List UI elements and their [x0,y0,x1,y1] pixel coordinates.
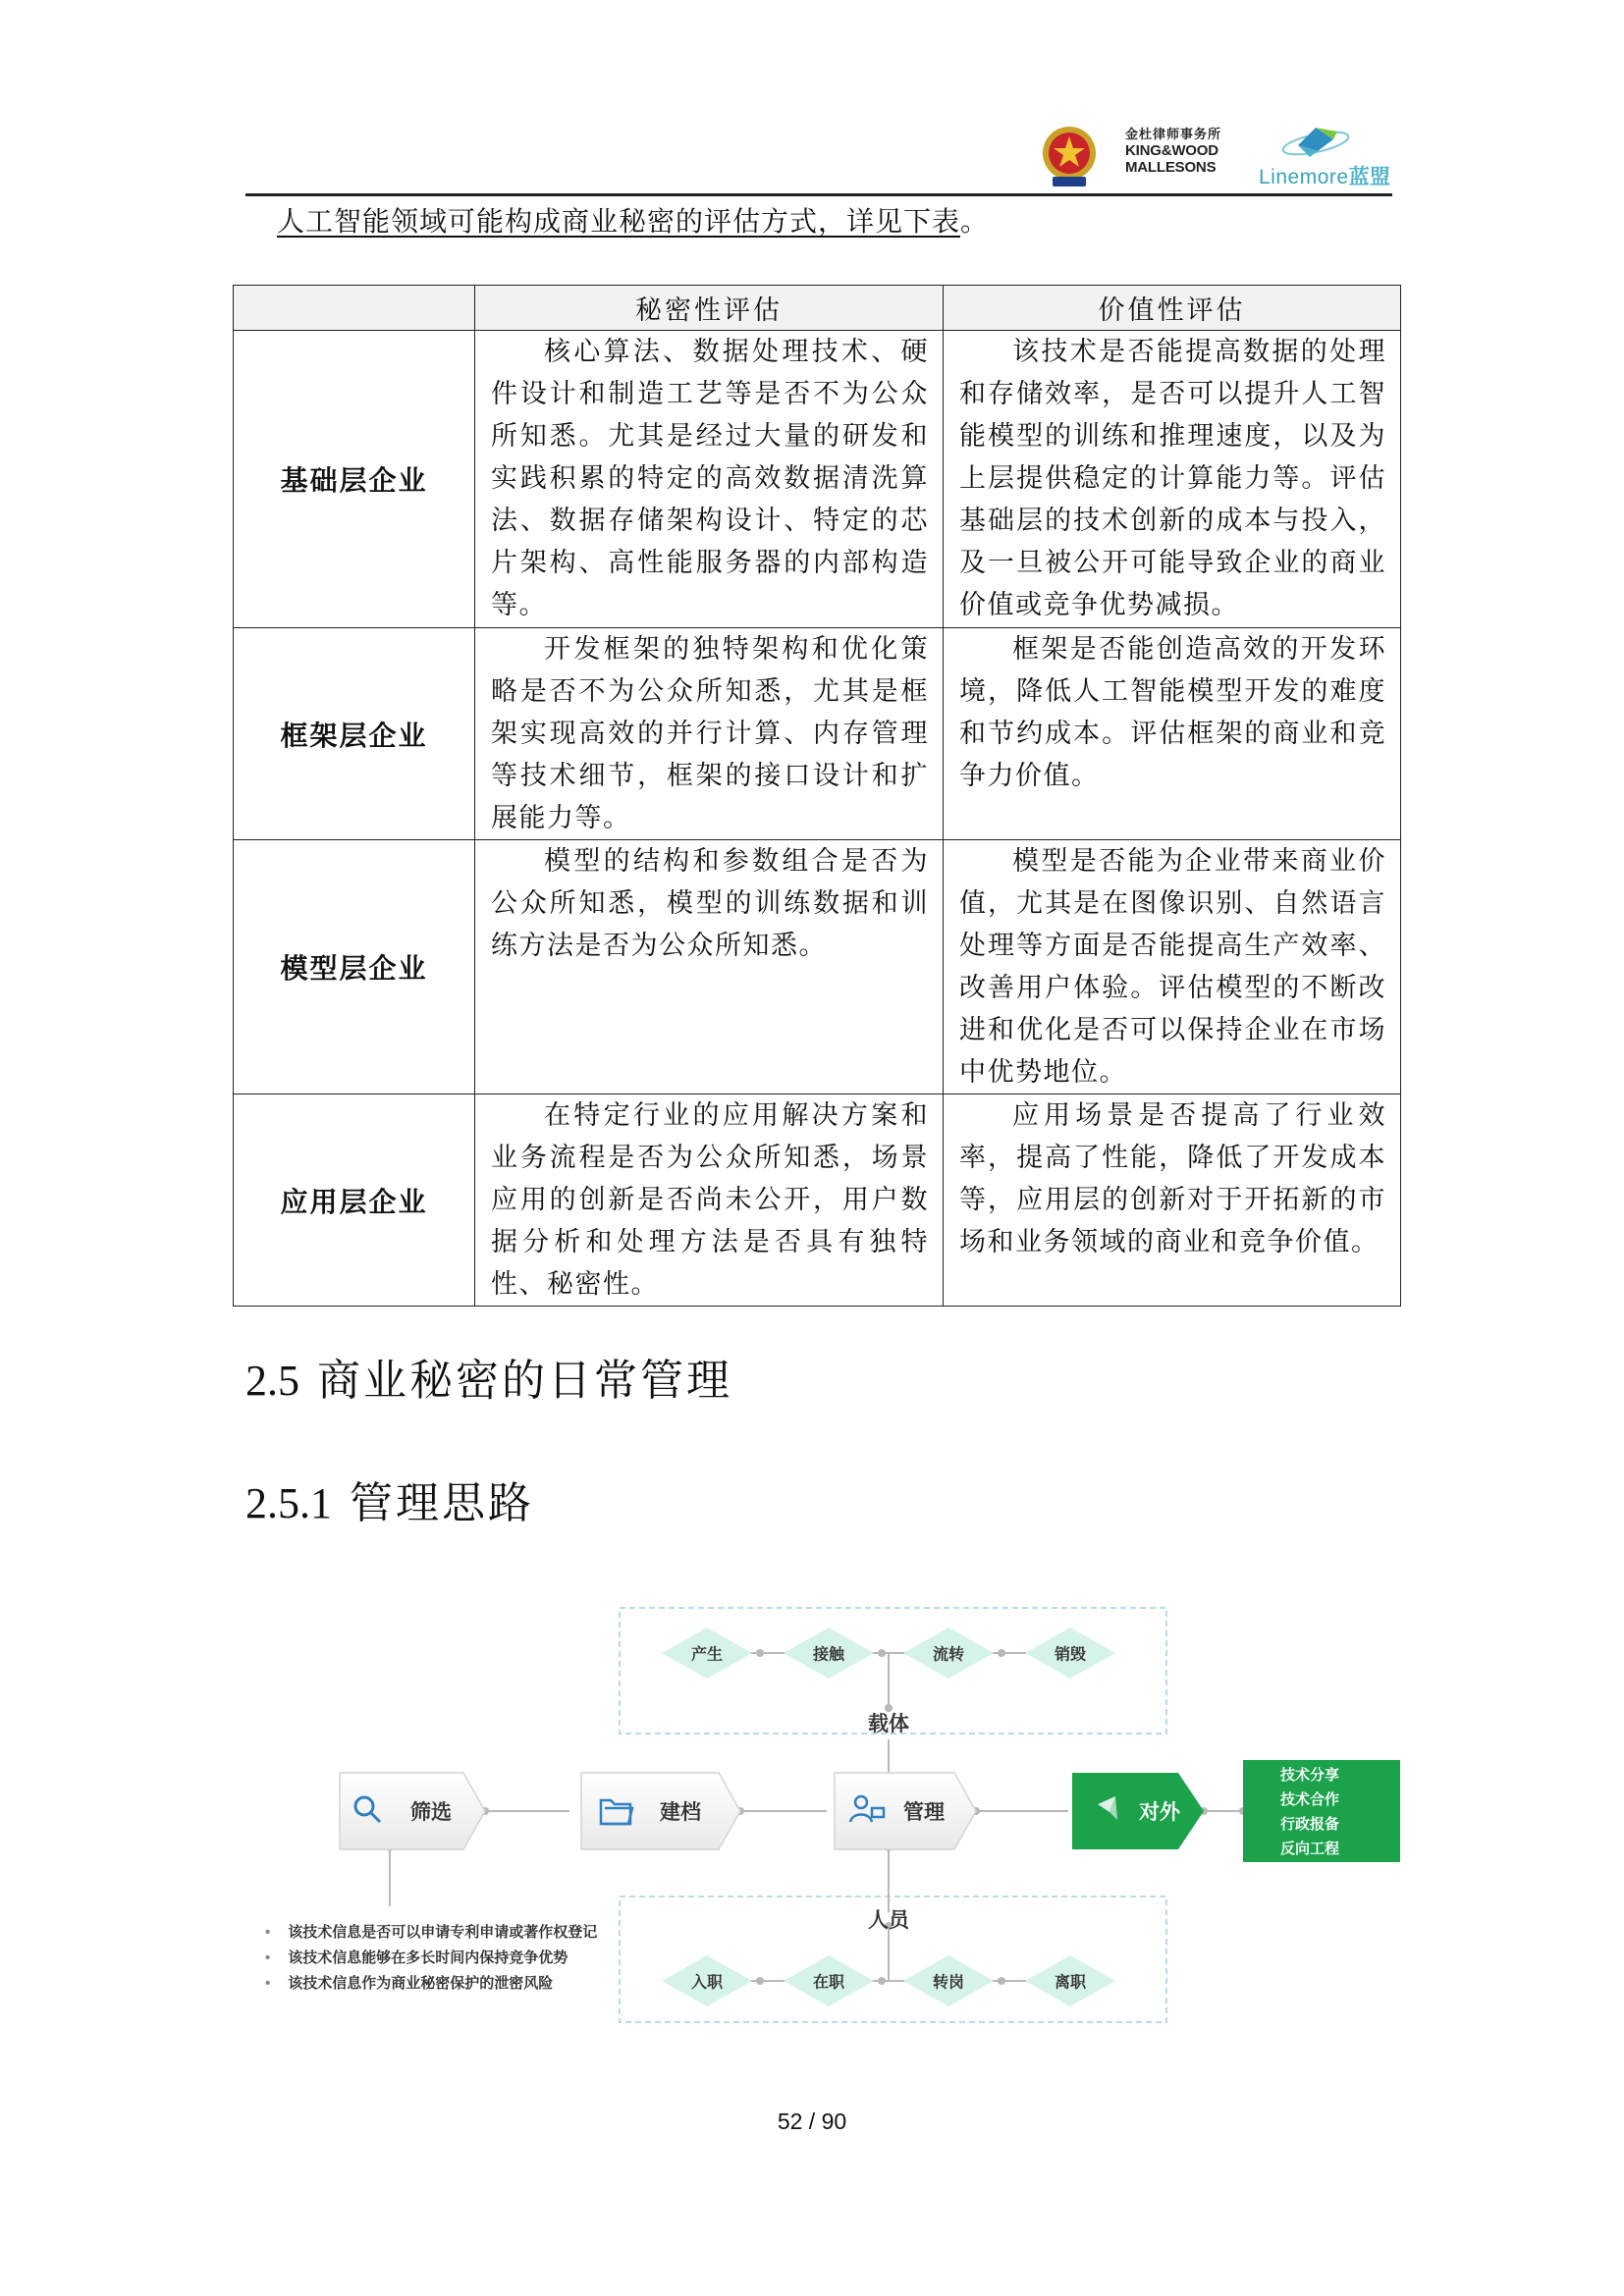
table-row [234,1095,1401,1307]
screening-criteria [265,1920,597,1997]
table-row [234,331,1401,628]
list-item: 行政报备 [1280,1816,1340,1833]
management-diagram [245,1590,1404,2032]
secrecy-cell: 开发框架的独特架构和优化策略是否不为公众所知悉，尤其是框架实现高效的并行计算、内存管理等技术细节，框架的接口设计和扩展能力等。 [475,628,944,840]
value-cell: 该技术是否能提高数据的处理和存储效率，是否可以提升人工智能模型的训练和推理速度，以及为上层提供稳定的计算能力等。评估基础层的技术创新的成本与投入，及一旦被公开可能导致企业的商业价值或竞争优势减损。 [944,331,1401,628]
personnel-step: 转岗 [932,1974,965,1992]
criteria-text: 该技术信息作为商业秘密保护的泄密风险 [288,1975,554,1992]
section-number: 2.5 [245,1357,299,1405]
table-header-row [234,286,1401,331]
value-cell: 应用场景是否提高了行业效率，提高了性能，降低了开发成本等，应用层的创新对于开拓新的市场和业务领域的商业和竞争价值。 [944,1095,1401,1307]
table-row [234,840,1401,1095]
secrecy-cell: 核心算法、数据处理技术、硬件设计和制造工艺等是否不为公众所知悉。尤其是经过大量的研发和实践积累的特定的高效数据清洗算法、数据存储架构设计、特定的芯片架构、高性能服务器的内部构造等。 [475,331,944,628]
row-label: 基础层企业 [234,331,475,628]
bullet-icon: • [265,1975,271,1992]
evaluation-table [233,285,1401,1307]
intro-text: 人工智能领域可能构成商业秘密的评估方式，详见下表 [277,205,961,238]
linemore-mark-icon [1259,118,1396,167]
bullet-icon: • [265,1949,271,1966]
management-label: 管理 [903,1801,945,1824]
page-number: 52 / 90 [777,2109,847,2134]
table-header-empty [234,286,475,331]
carrier-step: 产生 [690,1646,724,1664]
row-label: 框架层企业 [234,628,475,840]
table-header-secrecy: 秘密性评估 [475,286,944,331]
row-label: 应用层企业 [234,1095,475,1307]
linemore-cn: 蓝盟 [1348,166,1391,188]
carrier-label: 载体 [868,1713,909,1735]
list-item: 技术合作 [1280,1791,1340,1808]
personnel-step: 入职 [690,1974,724,1992]
external-items-list [1243,1760,1400,1862]
list-item: 反向工程 [1280,1841,1340,1857]
header-logos [1031,116,1404,194]
external-label: 对外 [1139,1801,1180,1824]
criteria-text: 该技术信息能够在多长时间内保持竞争优势 [288,1949,568,1966]
row-label: 模型层企业 [234,840,475,1095]
kwm-en-1: KING&WOOD [1125,142,1218,159]
secrecy-cell: 在特定行业的应用解决方案和业务流程是否为公众所知悉，场景应用的创新是否尚未公开，用户数据分析和处理方法是否具有独特性、秘密性。 [475,1095,944,1307]
linemore-en: Linemore [1259,166,1349,188]
criteria-text: 该技术信息是否可以申请专利申请或著作权登记 [288,1924,598,1941]
bullet-icon: • [265,1924,271,1941]
secrecy-cell: 模型的结构和参数组合是否为公众所知悉，模型的训练数据和训练方法是否为公众所知悉。 [475,840,944,1095]
personnel-step: 在职 [812,1974,845,1992]
archiving-label: 建档 [660,1801,701,1824]
subsection-title: 管理思路 [350,1478,534,1528]
carrier-step: 销毁 [1054,1646,1087,1664]
subsection-number: 2.5.1 [245,1479,332,1527]
personnel-label: 人员 [868,1909,909,1932]
value-cell: 模型是否能为企业带来商业价值，尤其是在图像识别、自然语言处理等方面是否能提高生产效率、改善用户体验。评估模型的不断改进和优化是否可以保持企业在市场中优势地位。 [944,840,1401,1095]
list-item [265,1920,597,1946]
list-item: 技术分享 [1280,1767,1340,1784]
subsection-heading [245,1468,534,1530]
linemore-logo [1259,118,1396,192]
table-header-value: 价值性评估 [944,286,1401,331]
carrier-step: 接触 [812,1646,845,1664]
kwm-en-2: MALLESONS [1125,159,1217,176]
table-row [234,628,1401,840]
screening-label: 筛选 [410,1801,452,1824]
intro-period: 。 [960,205,990,238]
list-item [265,1946,597,1971]
value-cell: 框架是否能创造高效的开发环境，降低人工智能模型开发的难度和节约成本。评估框架的商业和竞争力价值。 [944,628,1401,840]
external-box [1072,1773,1204,1849]
section-title: 商业秘密的日常管理 [317,1356,732,1406]
kwm-cn: 金杜律师事务所 [1125,127,1222,141]
kwm-logo [1125,126,1221,176]
header-rule [245,193,1392,196]
carrier-step: 流转 [932,1646,965,1664]
intro-paragraph [277,200,989,240]
national-emblem-icon [1039,122,1100,188]
personnel-step: 离职 [1054,1974,1087,1992]
list-item [265,1971,597,1997]
section-heading [245,1345,732,1408]
